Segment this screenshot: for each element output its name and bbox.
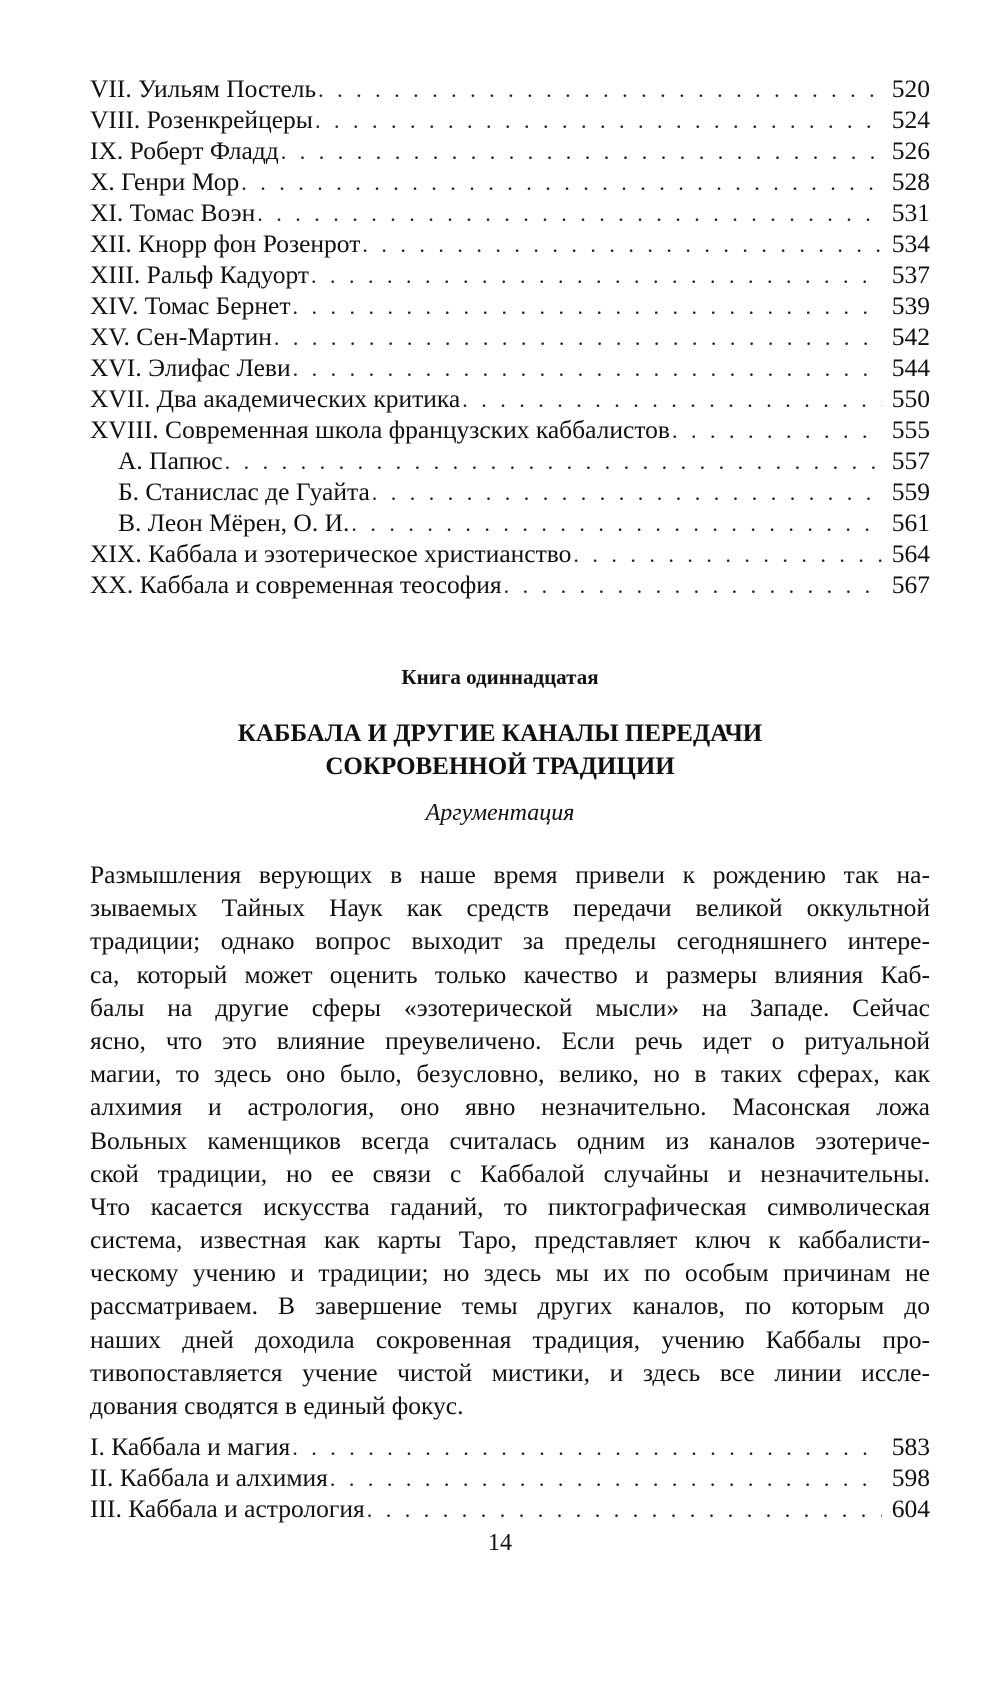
page-number: 14 xyxy=(488,1530,512,1556)
argument-paragraph xyxy=(90,858,930,1422)
toc-dot-leader xyxy=(293,353,882,383)
toc-entry-page: 567 xyxy=(891,570,930,599)
toc-entry-title: XVII. Два академических критика xyxy=(90,384,461,413)
paragraph-line: магии, то здесь оно было, безусловно, велико, но в таких сферах, как xyxy=(90,1059,930,1089)
toc-entry-page: 550 xyxy=(891,384,930,413)
toc-dot-leader xyxy=(311,260,882,290)
toc-list-bottom xyxy=(90,1431,930,1524)
toc-dot-leader xyxy=(504,570,882,600)
toc-entry-page: 528 xyxy=(891,167,930,196)
paragraph-line: алхимия и астрология, оно явно незначительно. Масонская ложа xyxy=(90,1092,930,1122)
toc-entry-page: 534 xyxy=(891,229,930,258)
toc-dot-leader xyxy=(351,508,882,538)
toc-entry-page: 598 xyxy=(891,1463,930,1492)
toc-entry-page: 537 xyxy=(891,260,930,289)
toc-entry-page: 539 xyxy=(891,291,930,320)
toc-entry-page: 526 xyxy=(891,136,930,165)
paragraph-line: балы на другие сферы «эзотерической мысли» на Западе. Сейчас xyxy=(90,992,930,1022)
toc-entry xyxy=(90,476,930,507)
toc-entry xyxy=(90,1493,930,1524)
toc-dot-leader xyxy=(367,1494,882,1524)
toc-entry xyxy=(90,569,930,600)
paragraph-line: Размышления верующих в наше время привели к рождению так на- xyxy=(90,860,930,889)
paragraph-line: рассматриваем. В завершение темы других каналов, по которым до xyxy=(90,1291,930,1321)
toc-entry-title: VII. Уильям Постель xyxy=(90,74,317,103)
toc-entry xyxy=(90,73,930,104)
toc-entry xyxy=(90,352,930,383)
toc-entry xyxy=(90,321,930,352)
toc-entry-page: 524 xyxy=(891,105,930,134)
paragraph-line: са, который может оценить только качество и размеры влияния Каб- xyxy=(90,959,930,989)
toc-dot-leader xyxy=(315,105,882,135)
paragraph-line: традиции; однако вопрос выходит за пределы сегодняшнего интере- xyxy=(90,926,930,956)
toc-entry-title: II. Каббала и алхимия xyxy=(90,1463,328,1492)
toc-dot-leader xyxy=(318,74,882,104)
toc-entry xyxy=(90,383,930,414)
toc-entry-page: 531 xyxy=(891,198,930,227)
toc-dot-leader xyxy=(257,198,882,228)
toc-entry xyxy=(90,197,930,228)
toc-entry-title: X. Генри Мор xyxy=(90,167,240,196)
toc-dot-leader xyxy=(372,477,882,507)
toc-entry-title: XIII. Ральф Кадуорт xyxy=(90,260,310,289)
book-title-line: КАББАЛА И ДРУГИЕ КАНАЛЫ ПЕРЕДАЧИ xyxy=(237,720,763,747)
toc-entry-title: XV. Сен-Мартин xyxy=(90,322,272,351)
argument-label: Аргументация xyxy=(425,800,575,826)
toc-entry-page: 559 xyxy=(891,477,930,506)
toc-dot-leader xyxy=(672,415,882,445)
toc-entry-title: III. Каббала и астрология xyxy=(90,1494,365,1523)
toc-dot-leader xyxy=(573,539,882,569)
toc-entry-title: I. Каббала и магия xyxy=(90,1432,291,1461)
toc-entry-title: IX. Роберт Фладд xyxy=(90,136,279,165)
toc-entry xyxy=(90,1431,930,1462)
paragraph-line: ческому учению и традиции; но здесь мы их по особым причинам не xyxy=(90,1258,930,1288)
toc-entry-page: 542 xyxy=(891,322,930,351)
toc-entry xyxy=(90,414,930,445)
toc-dot-leader xyxy=(241,167,882,197)
toc-dot-leader xyxy=(362,229,882,259)
toc-entry-page: 604 xyxy=(891,1494,930,1523)
toc-entry xyxy=(90,135,930,166)
toc-entry-title: XIV. Томас Бернет xyxy=(90,291,291,320)
book-label: Книга одиннадцатая xyxy=(401,665,599,689)
toc-entry xyxy=(90,259,930,290)
toc-entry-title: XII. Кнорр фон Розенрот xyxy=(90,229,361,258)
toc-dot-leader xyxy=(462,384,882,414)
paragraph-line: Вольных каменщиков всегда считалась одним из каналов эзотериче- xyxy=(90,1125,930,1155)
toc-entry-page: 555 xyxy=(891,415,930,444)
toc-entry-title: XVI. Элифас Леви xyxy=(90,353,291,382)
paragraph-line: ской традиции, но ее связи с Каббалой случайны и незначительны. xyxy=(90,1158,930,1188)
toc-entry xyxy=(90,228,930,259)
toc-entry-page: 520 xyxy=(891,74,930,103)
paragraph-line: система, известная как карты Таро, представляет ключ к каббалисти- xyxy=(90,1225,930,1255)
paragraph-line: дования сводятся в единый фокус. xyxy=(90,1391,464,1420)
toc-entry xyxy=(90,104,930,135)
toc-dot-leader xyxy=(225,446,882,476)
toc-entry xyxy=(90,538,930,569)
toc-dot-leader xyxy=(292,1432,882,1462)
toc-dot-leader xyxy=(293,291,882,321)
toc-entry xyxy=(90,166,930,197)
toc-entry xyxy=(90,445,930,476)
toc-entry-title: XX. Каббала и современная теософия xyxy=(90,570,502,599)
paragraph-line: Что касается искусства гаданий, то пиктографическая символическая xyxy=(90,1191,930,1221)
toc-entry-title: А. Папюс xyxy=(118,446,223,475)
paragraph-line: наших дней доходила сокровенная традиция, учению Каббалы про- xyxy=(90,1324,930,1354)
toc-entry-title: VIII. Розенкрейцеры xyxy=(90,105,313,134)
toc-dot-leader xyxy=(281,136,882,166)
paragraph-line: зываемых Тайных Наук как средств передачи великой оккультной xyxy=(90,893,930,923)
book-title xyxy=(0,717,1000,783)
toc-entry-page: 583 xyxy=(891,1432,930,1461)
toc-dot-leader xyxy=(330,1463,882,1493)
toc-entry xyxy=(90,1462,930,1493)
toc-entry-page: 564 xyxy=(891,539,930,568)
toc-entry xyxy=(90,507,930,538)
toc-entry-title: Б. Станислас де Гуайта xyxy=(118,477,370,506)
toc-entry-title: XI. Томас Воэн xyxy=(90,198,256,227)
book-title-line: СОКРОВЕННОЙ ТРАДИЦИИ xyxy=(325,753,675,780)
toc-entry xyxy=(90,290,930,321)
toc-dot-leader xyxy=(274,322,882,352)
paragraph-line: тивопоставляется учение чистой мистики, и здесь все линии иссле- xyxy=(90,1357,930,1387)
toc-list-top xyxy=(90,73,930,600)
toc-entry-page: 544 xyxy=(891,353,930,382)
paragraph-line: ясно, что это влияние преувеличено. Если речь идет о ритуальной xyxy=(90,1025,930,1055)
toc-entry-page: 561 xyxy=(891,508,930,537)
toc-entry-title: XIX. Каббала и эзотерическое христианство xyxy=(90,539,572,568)
toc-entry-page: 557 xyxy=(891,446,930,475)
toc-entry-title: XVIII. Современная школа французских каббалистов xyxy=(90,415,670,444)
toc-entry-title: В. Леон Мёрен, О. И. xyxy=(118,508,350,537)
